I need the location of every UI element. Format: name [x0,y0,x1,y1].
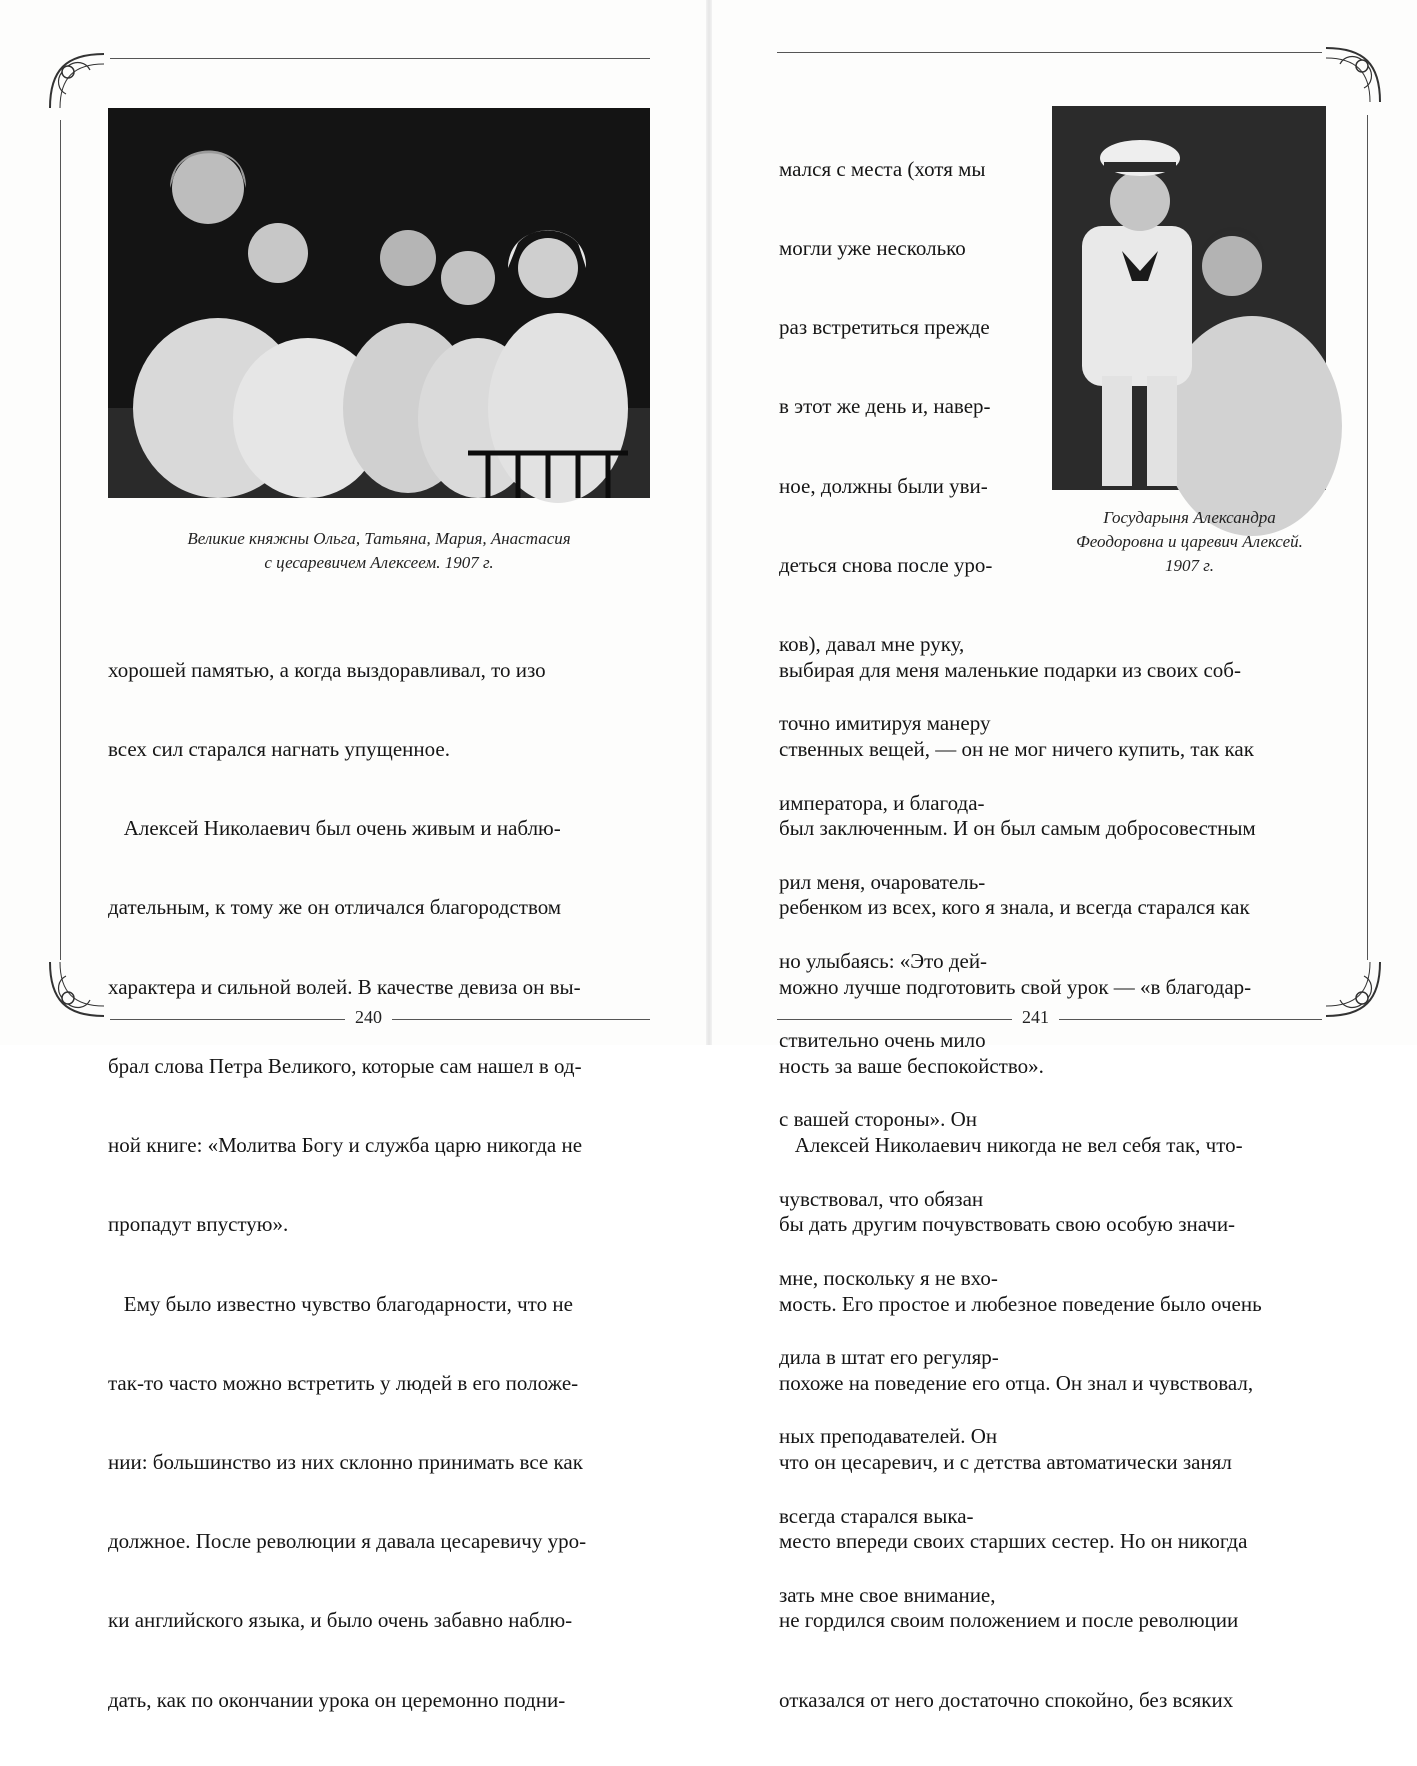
text-line: можно лучше подготовить свой урок — «в благодар- [779,974,1252,999]
corner-ornament-icon [1322,958,1384,1020]
text-line: ков), давал мне руку, [779,632,965,657]
text-line: деться снова после уро- [779,552,993,577]
text-line: раз встретиться прежде [779,315,990,340]
right-photo-caption [1042,506,1337,578]
text-line: нии: большинство из них склонно принимать все как [108,1450,583,1474]
frame-left-rule [60,120,61,960]
text-line: место впереди своих старших сестер. Но он никогда [779,1529,1248,1554]
text-line: могли уже несколько [779,236,966,261]
text-line: ственных вещей, — он не мог ничего купить, так как [779,737,1254,762]
group-photo [108,108,650,498]
text-line: выбирая для меня маленькие подарки из своих соб- [779,657,1241,682]
caption-line: 1907 г. [1165,556,1214,575]
text-line: Ему было известно чувство благодарности, что не [108,1291,573,1316]
text-line: в этот же день и, навер- [779,394,991,419]
portrait-photo-image [1052,106,1326,490]
text-line: точно имитируя манеру [779,711,991,736]
caption-line: Государыня Александра [1103,508,1276,527]
caption-line: с цесаревичем Алексеем. 1907 г. [264,553,494,572]
text-line: ки английского языка, и было очень забавно наблю- [108,1608,573,1633]
text-line: пропадут впустую». [108,1212,289,1237]
frame-top-rule [777,52,1322,53]
text-line: должное. После революции я давала цесаревичу уро- [108,1529,587,1554]
text-line: брал слова Петра Великого, которые сам нашел в од- [108,1053,582,1078]
corner-ornament-icon [46,50,108,112]
text-line: бы дать другим почувствовать свою особую значи- [779,1212,1236,1237]
page-number: 240 [345,1007,392,1028]
corner-ornament-icon [1322,44,1384,106]
text-line: мость. Его простое и любезное поведение было очень [779,1291,1262,1316]
text-line: был заключенным. И он был самым добросовестным [779,816,1256,841]
group-photo-image [108,108,650,498]
right-page [712,0,1417,1712]
frame-right-rule [1367,115,1368,960]
text-line: ной книге: «Молитва Богу и служба царю никогда не [108,1133,583,1158]
portrait-photo [1052,106,1326,490]
caption-line: Великие княжны Ольга, Татьяна, Мария, Анастасия [187,529,571,548]
page-number: 241 [1012,1007,1059,1028]
text-line: не гордился своим положением и после революции [779,1608,1239,1633]
text-line: хорошей памятью, а когда выздоравливал, то изо [108,657,546,682]
text-line: похоже на поведение его отца. Он знал и чувствовал, [779,1370,1254,1395]
text-line: так-то часто можно встретить у людей в его положе- [108,1370,579,1395]
text-line: что он цесаревич, и с детства автоматически занял [779,1450,1232,1474]
left-page [0,0,706,1712]
text-line: но улыбаясь: «Это дей- [779,949,988,973]
corner-ornament-icon [46,958,108,1020]
text-line: мне, поскольку я не вхо- [779,1265,998,1290]
left-body-text [108,604,586,1766]
text-line: отказался от него достаточно спокойно, без всяких [779,1687,1234,1712]
text-line: Алексей Николаевич никогда не вел себя так, что- [779,1133,1243,1158]
text-line: всегда старался выка- [779,1503,974,1528]
text-line: ность за ваше беспокойство». [779,1053,1044,1078]
text-line: Алексей Николаевич был очень живым и наблю- [108,816,561,841]
frame-top-rule [110,58,650,59]
text-line: ребенком из всех, кого я знала, и всегда старался как [779,895,1250,920]
left-photo-caption [108,527,650,575]
text-line: ное, должны были уви- [779,473,988,498]
text-line: дательным, к тому же он отличался благородством [108,895,562,920]
text-line: рил меня, очарователь- [779,869,986,894]
text-line: всех сил старался нагнать упущенное. [108,737,450,762]
text-line: зать мне свое внимание, [779,1582,996,1607]
text-line: мался с места (хотя мы [779,156,986,181]
text-line: с вашей стороны». Он [779,1107,977,1132]
text-line: чувствовал, что обязан [779,1186,984,1211]
text-line: ных преподавателей. Он [779,1424,998,1449]
caption-line: Феодоровна и царевич Алексей. [1076,532,1303,551]
text-line: дила в штат его регуляр- [779,1345,999,1370]
text-line: характера и сильной волей. В качестве девиза он вы- [108,974,581,999]
text-line: императора, и благода- [779,790,985,815]
text-line: ствительно очень мило [779,1028,986,1053]
text-line: дать, как по окончании урока он церемонно подни- [108,1687,566,1712]
right-body-text [779,604,1262,1766]
